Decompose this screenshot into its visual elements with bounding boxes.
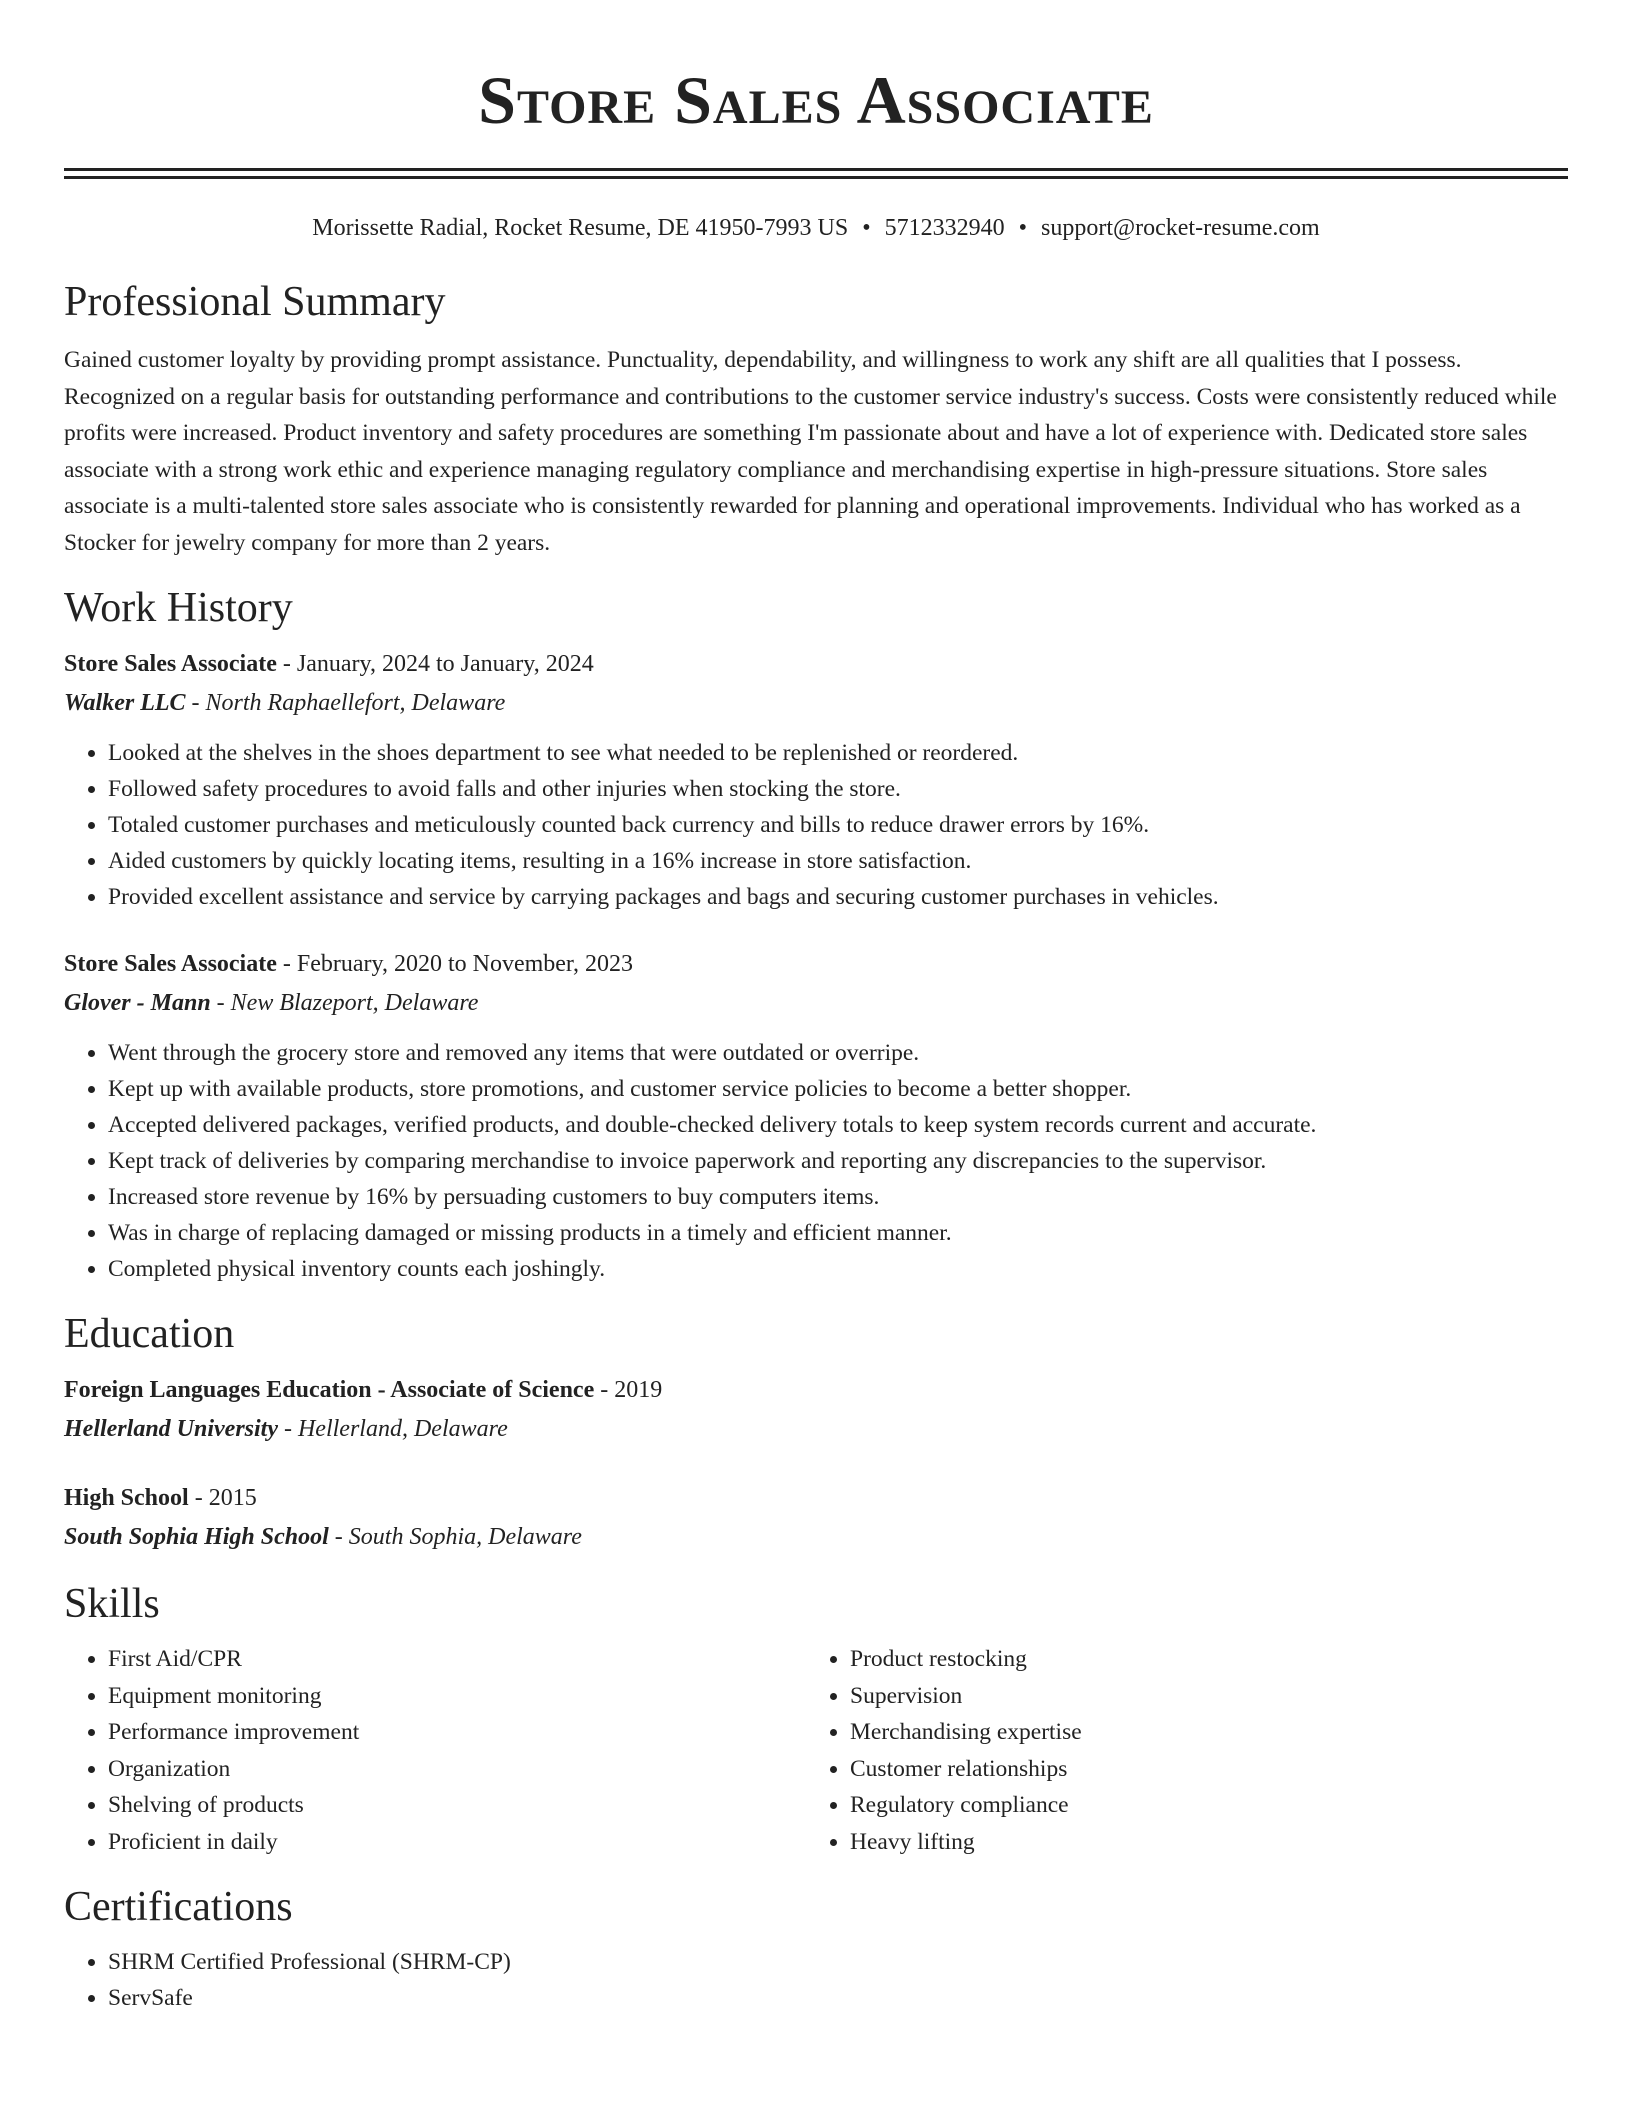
- certifications-list: [64, 1944, 1568, 2016]
- list-item: • Went through the grocery store and removed any items that were outdated or overripe.: [108, 1035, 1568, 1071]
- education-year: - 2019: [594, 1377, 663, 1403]
- skills-columns: [64, 1641, 1568, 1860]
- job-title-line: [64, 645, 1568, 683]
- list-item: • Equipment monitoring: [108, 1678, 806, 1715]
- list-item: • Was in charge of replacing damaged or missing products in a timely and efficient manner.: [108, 1215, 1568, 1251]
- header-divider: [64, 168, 1568, 179]
- section-title-certifications: Certifications: [64, 1884, 293, 1930]
- list-item: • Aided customers by quickly locating items, resulting in a 16% increase in store satisfaction.: [108, 843, 1568, 879]
- contact-email[interactable]: support@rocket-resume.com: [1041, 215, 1320, 241]
- list-item: • SHRM Certified Professional (SHRM-CP): [108, 1944, 1568, 1980]
- education-school: South Sophia High School: [64, 1524, 329, 1550]
- contact-phone[interactable]: 5712332940: [884, 215, 1005, 241]
- education-degree: High School: [64, 1485, 189, 1511]
- resume-name-title: Store Sales Associate: [478, 62, 1154, 138]
- list-item: • Regulatory compliance: [850, 1787, 1568, 1824]
- education-location: - Hellerland, Delaware: [277, 1416, 508, 1442]
- contact-separator: •: [1018, 215, 1028, 241]
- education-year: - 2015: [188, 1485, 257, 1511]
- job-location: - North Raphaellefort, Delaware: [185, 690, 506, 716]
- list-item: • Customer relationships: [850, 1751, 1568, 1788]
- education-degree-line: [64, 1479, 1568, 1517]
- job-entry: [64, 645, 1568, 915]
- list-item: • Completed physical inventory counts each joshingly.: [108, 1251, 1568, 1287]
- education-degree-line: [64, 1371, 1568, 1409]
- education-school: Hellerland University: [64, 1416, 278, 1442]
- job-title-line: [64, 945, 1568, 983]
- list-item: • Supervision: [850, 1678, 1568, 1715]
- list-item: • Heavy lifting: [850, 1824, 1568, 1861]
- section-title-skills: Skills: [64, 1581, 160, 1627]
- education-school-line: [64, 1409, 1568, 1449]
- list-item: • Followed safety procedures to avoid falls and other injuries when stocking the store.: [108, 771, 1568, 807]
- job-bullet-list: [64, 735, 1568, 915]
- job-location: - New Blazeport, Delaware: [210, 990, 479, 1016]
- job-entry: [64, 945, 1568, 1287]
- education-entry: [64, 1371, 1568, 1449]
- list-item: • Increased store revenue by 16% by persuading customers to buy computers items.: [108, 1179, 1568, 1215]
- list-item: • Performance improvement: [108, 1714, 806, 1751]
- education-location: - South Sophia, Delaware: [328, 1524, 582, 1550]
- job-company-line: [64, 983, 1568, 1023]
- job-role: Store Sales Associate: [64, 951, 277, 977]
- job-dates: - February, 2020 to November, 2023: [276, 951, 633, 977]
- list-item: • Organization: [108, 1751, 806, 1788]
- list-item: • ServSafe: [108, 1980, 1568, 2016]
- job-company: Walker LLC: [64, 690, 186, 716]
- job-company-line: [64, 683, 1568, 723]
- contact-address: Morissette Radial, Rocket Resume, DE 41950-7993 US: [312, 215, 849, 241]
- list-item: • Looked at the shelves in the shoes department to see what needed to be replenished or reordered.: [108, 735, 1568, 771]
- list-item: • Provided excellent assistance and service by carrying packages and bags and securing customer purchases in vehicles.: [108, 879, 1568, 915]
- section-title-education: Education: [64, 1311, 235, 1357]
- list-item: • Merchandising expertise: [850, 1714, 1568, 1751]
- list-item: • Shelving of products: [108, 1787, 806, 1824]
- job-bullet-list: [64, 1035, 1568, 1287]
- list-item: • Product restocking: [850, 1641, 1568, 1678]
- list-item: • Proficient in daily: [108, 1824, 806, 1861]
- education-entry: [64, 1479, 1568, 1557]
- contact-separator: •: [862, 215, 871, 241]
- job-role: Store Sales Associate: [64, 651, 277, 677]
- job-dates: - January, 2024 to January, 2024: [276, 651, 594, 677]
- skills-list-right: [806, 1641, 1568, 1860]
- summary-text: Gained customer loyalty by providing prompt assistance. Punctuality, dependability, and willingness to work any shift are all qualities that I possess. Recognized on a regular basis for outstanding performance and contributions to the customer service industry's success. Costs were consistently reduced while profits were increased. Product inventory and safety procedures are something I'm passionate about and have a lot of experience with. Dedicated store sales associate with a strong work ethic and experience managing regulatory compliance and merchandising expertise in high-pressure situations. Store sales associate is a multi-talented store sales associate who is consistently rewarded for planning and operational improvements. Individual who has worked as a Stocker for jewelry company for more than 2 years.: [64, 347, 1557, 556]
- section-title-work-history: Work History: [64, 585, 293, 631]
- list-item: • Accepted delivered packages, verified products, and double-checked delivery totals to keep system records current and accurate.: [108, 1107, 1568, 1143]
- education-degree: Foreign Languages Education - Associate of Science: [64, 1377, 595, 1403]
- list-item: • First Aid/CPR: [108, 1641, 806, 1678]
- section-title-summary: Professional Summary: [64, 279, 446, 325]
- list-item: • Totaled customer purchases and meticulously counted back currency and bills to reduce drawer errors by 16%.: [108, 807, 1568, 843]
- contact-line: [64, 213, 1568, 243]
- job-company: Glover - Mann: [64, 990, 211, 1016]
- list-item: • Kept up with available products, store promotions, and customer service policies to become a better shopper.: [108, 1071, 1568, 1107]
- skills-list-left: [64, 1641, 806, 1860]
- education-school-line: [64, 1517, 1568, 1557]
- list-item: • Kept track of deliveries by comparing merchandise to invoice paperwork and reporting any discrepancies to the supervisor.: [108, 1143, 1568, 1179]
